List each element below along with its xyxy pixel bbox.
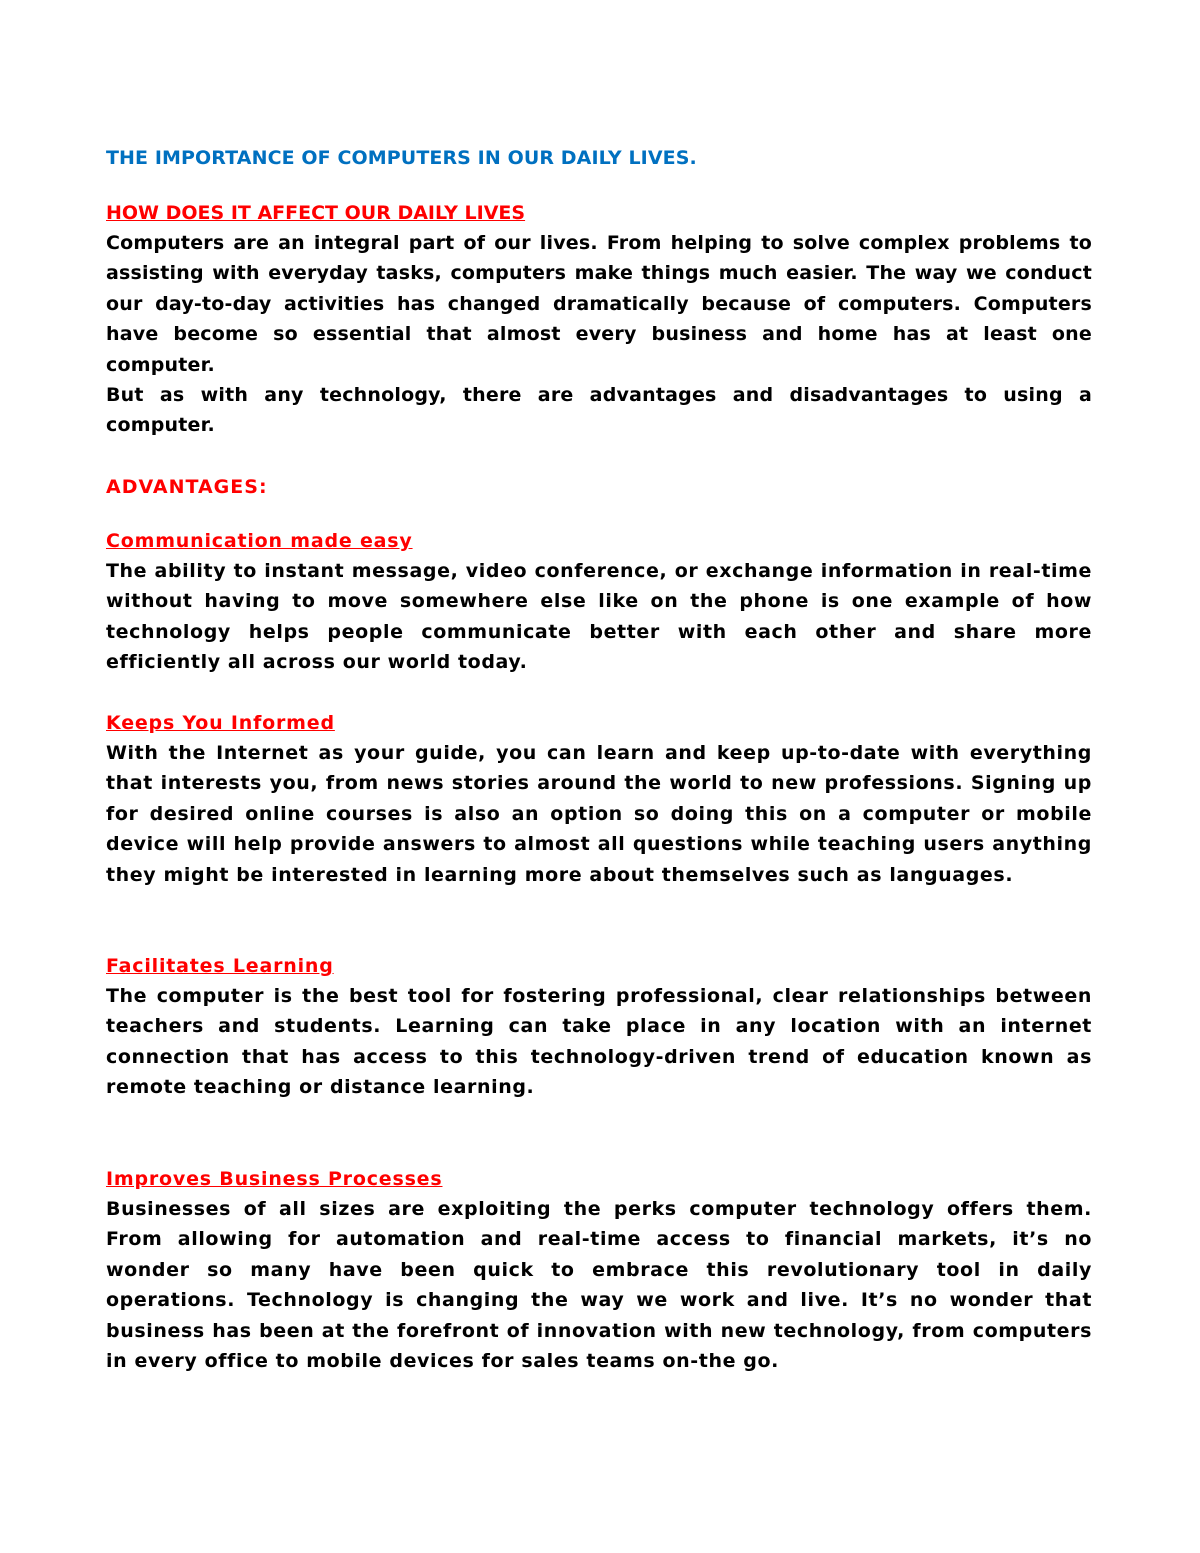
section-heading-business: Improves Business Processes xyxy=(106,1168,443,1190)
advantages-label: ADVANTAGES: xyxy=(106,476,268,498)
section-body-informed: With the Internet as your guide, you can learn and keep up-to-date with everything that interests you, from news stories around the world to new professions. Signing up for desired online courses is also an option so doing this on a computer or mobile device will help provide answers to almost all questions while teaching users anything they might be interested in learning more about themselves such as languages. xyxy=(106,742,1092,886)
section-body-communication: The ability to instant message, video conference, or exchange information in real-time without having to move somewhere else like on the phone is one example of how technology helps people communicate better with each other and share more efficiently all across our world today. xyxy=(106,560,1092,674)
intro-paragraph: But as with any technology, there are advantages and disadvantages to using a computer. xyxy=(106,384,1092,437)
section-heading-informed: Keeps You Informed xyxy=(106,712,335,734)
intro-heading: HOW DOES IT AFFECT OUR DAILY LIVES xyxy=(106,202,526,224)
section-heading-learning: Facilitates Learning xyxy=(106,955,334,977)
section-body-learning: The computer is the best tool for fostering professional, clear relationships between teachers and students. Learning can take place in any location with an internet connection that has access to this technology-driven trend of education known as remote teaching or distance learning. xyxy=(106,985,1092,1099)
section-body-business: Businesses of all sizes are exploiting the perks computer technology offers them. From allowing for automation and real-time access to financial markets, it’s no wonder so many have been quick to embrace this revolutionary tool in daily operations. Technology is changing the way we work and live. It’s no wonder that business has been at the forefront of innovation with new technology, from computers in every office to mobile devices for sales teams on-the go. xyxy=(106,1198,1092,1373)
intro-paragraph: Computers are an integral part of our lives. From helping to solve complex problems to assisting with everyday tasks, computers make things much easier. The way we conduct our day-to-day activities has changed dramatically because of computers. Computers have become so essential that almost every business and home has at least one computer. xyxy=(106,232,1092,376)
section-heading-communication: Communication made easy xyxy=(106,530,413,552)
document-title: THE IMPORTANCE OF COMPUTERS IN OUR DAILY LIVES. xyxy=(106,147,697,169)
